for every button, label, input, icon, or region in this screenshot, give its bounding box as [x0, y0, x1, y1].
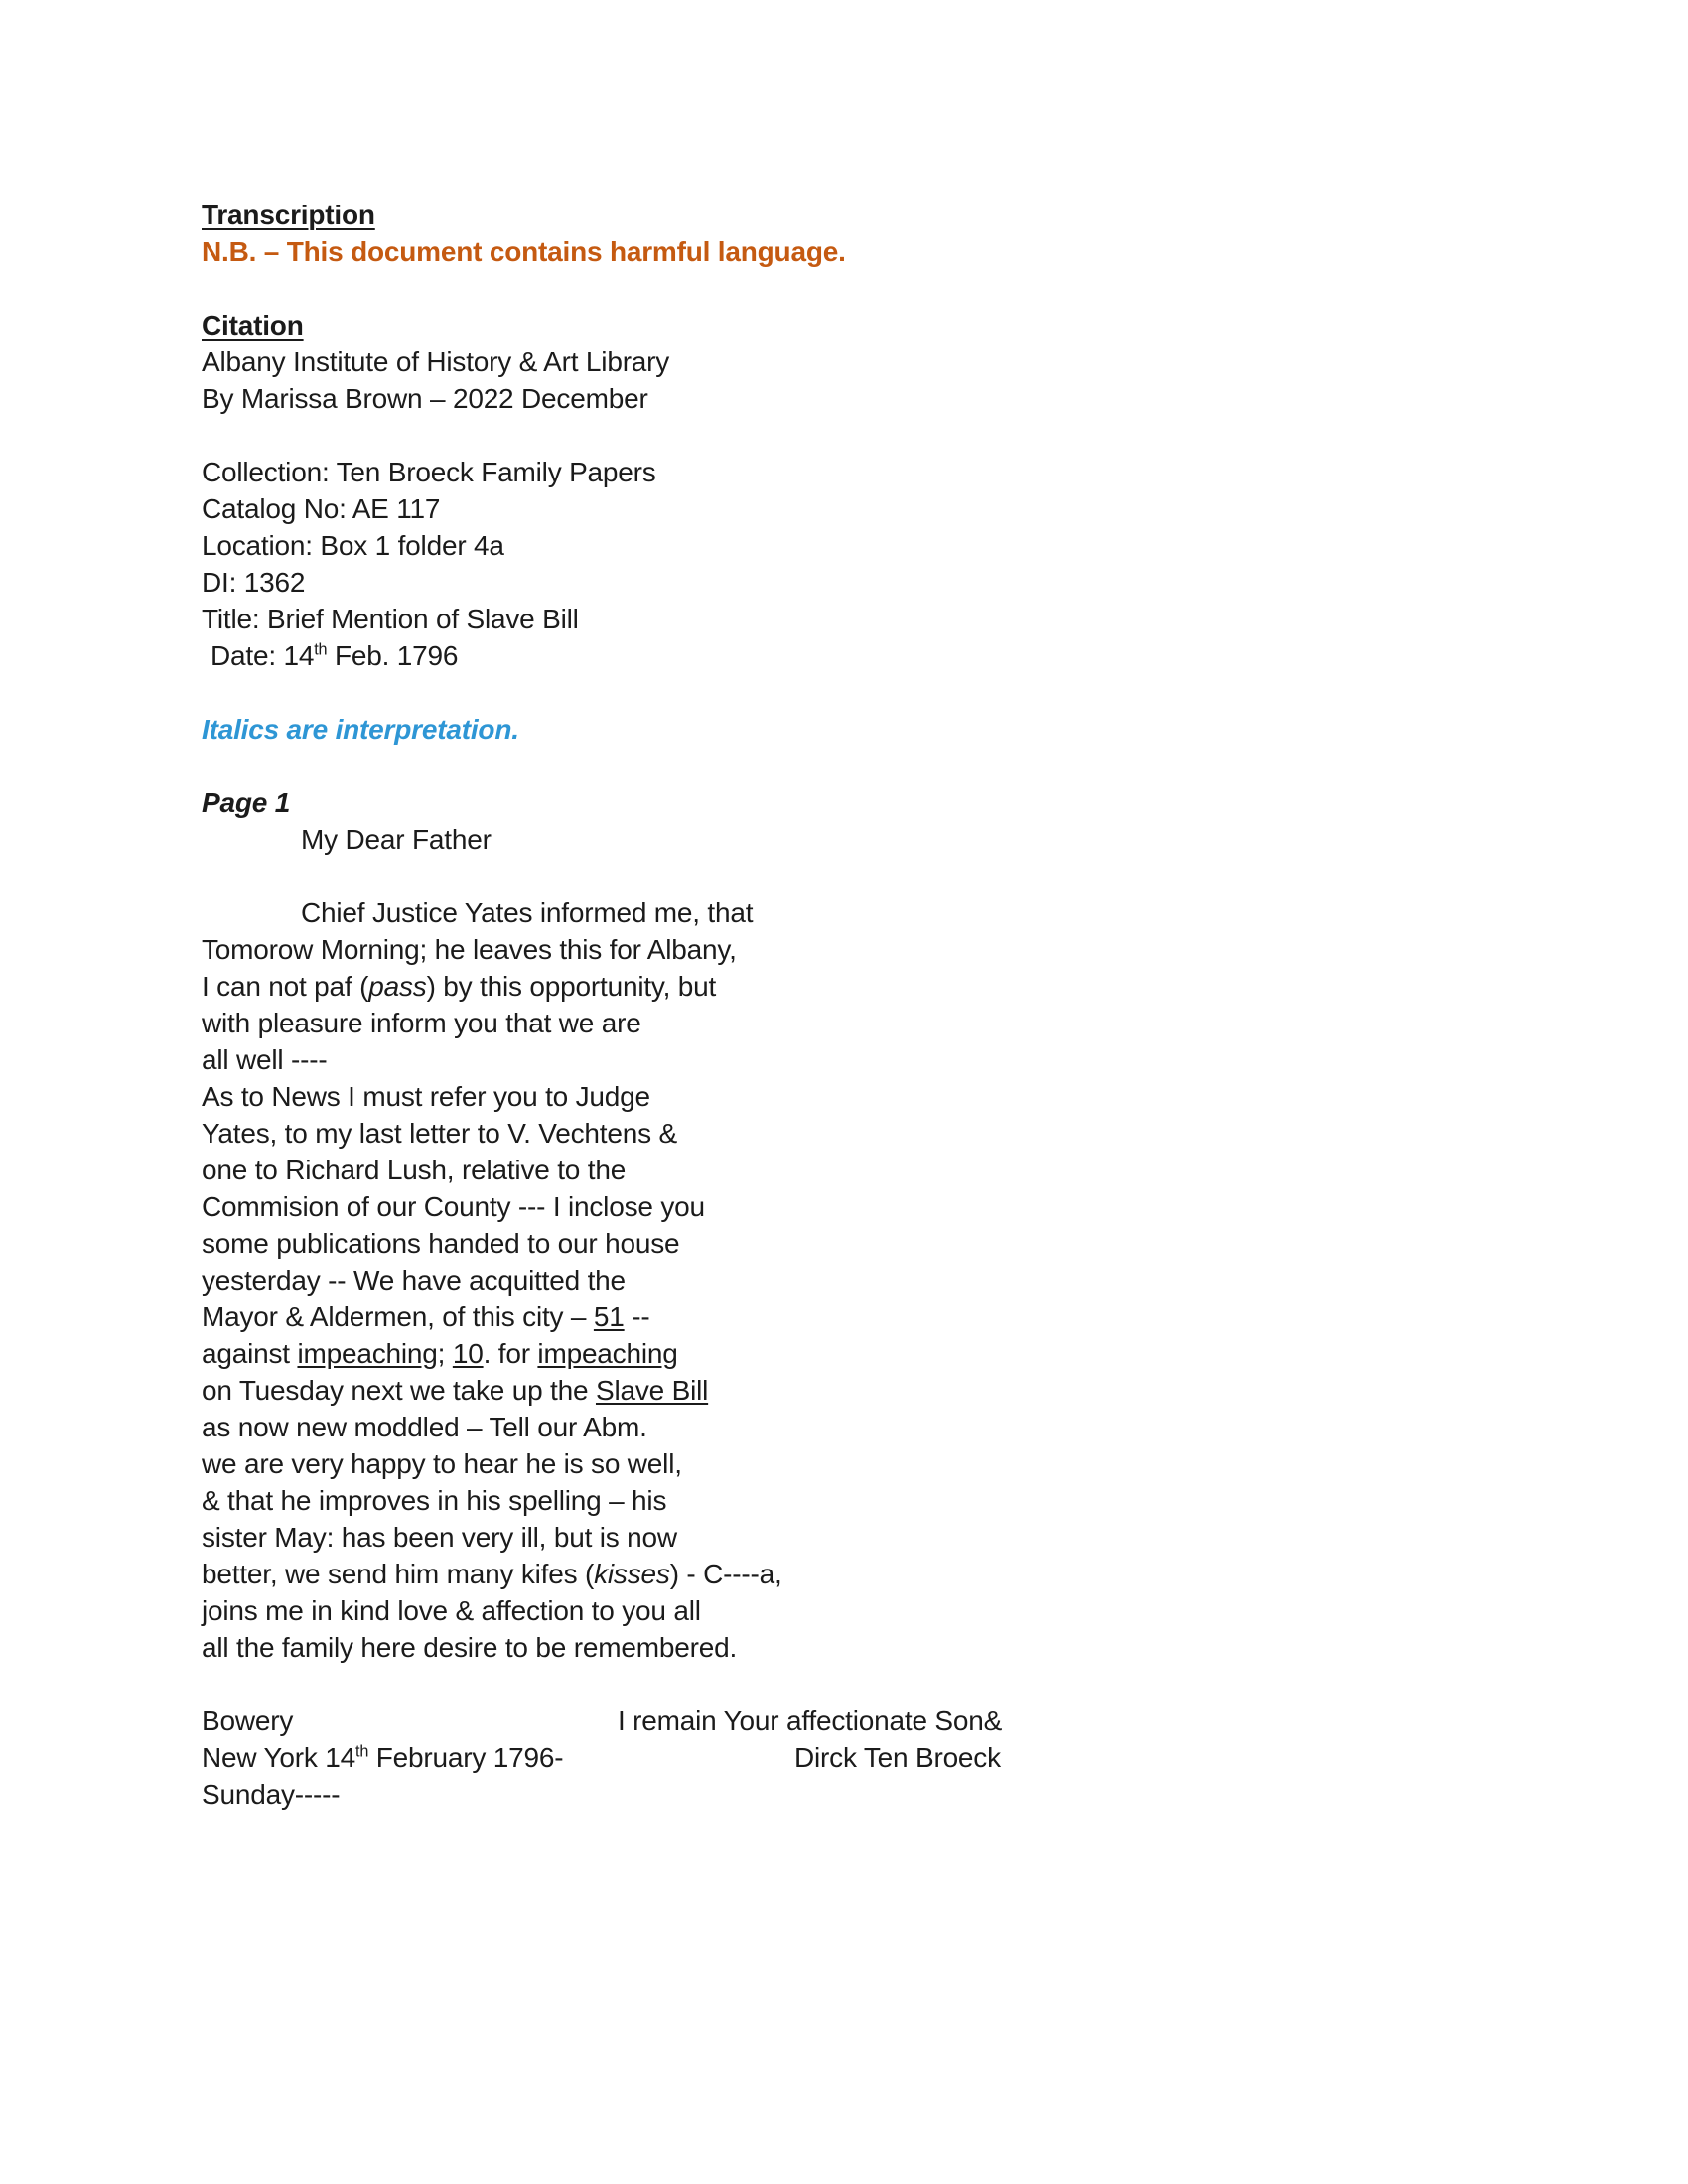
text-segment: Mayor & Aldermen, of this city –	[202, 1301, 594, 1332]
underlined-text: impeaching	[297, 1338, 438, 1369]
citation-heading: Citation	[202, 310, 304, 341]
interpretation-note: Italics are interpretation.	[202, 714, 519, 745]
underlined-text: impeaching	[537, 1338, 678, 1369]
text-segment: we are very happy to hear he is so well,	[202, 1448, 682, 1479]
transcription-heading: Transcription	[202, 200, 375, 230]
text-segment: with pleasure inform you that we are	[202, 1008, 641, 1038]
closing-left-text	[202, 1742, 563, 1773]
letter-line	[202, 1005, 1628, 1041]
blank-line	[202, 674, 1628, 711]
text-segment: Tomorow Morning; he leaves this for Albany,	[202, 934, 737, 965]
text-segment: February 1796-	[368, 1742, 564, 1773]
italic-interpretation: pass	[368, 971, 427, 1002]
text-segment: Yates, to my last letter to V. Vechtens &	[202, 1118, 677, 1149]
letter-closing	[202, 1703, 1628, 1813]
letter-line	[202, 1115, 1628, 1152]
text-segment: all well ----	[202, 1044, 328, 1075]
text-segment: Dirck Ten Broeck	[794, 1742, 1001, 1773]
text-segment: on Tuesday next we take up the	[202, 1375, 596, 1406]
text-segment: Commision of our County --- I inclose you	[202, 1191, 705, 1222]
letter-line	[202, 1188, 1628, 1225]
text-segment: New York 14	[202, 1742, 356, 1773]
text-segment: Sunday-----	[202, 1779, 341, 1810]
letter-line	[202, 1298, 1628, 1335]
blank-line	[202, 1666, 1628, 1703]
letter-line	[202, 1445, 1628, 1482]
text-segment: Chief Justice Yates informed me, that	[301, 897, 754, 928]
letter-line	[202, 968, 1628, 1005]
underlined-text: 51	[593, 1301, 625, 1332]
letter-line	[202, 1335, 1628, 1372]
letter-line	[202, 1409, 1628, 1445]
italic-interpretation: kisses	[594, 1559, 670, 1589]
blank-line	[202, 748, 1628, 784]
ordinal-suffix: th	[355, 1742, 369, 1761]
letter-line	[202, 1556, 1628, 1592]
text-segment: as now new moddled – Tell our Abm.	[202, 1412, 647, 1442]
text-segment: joins me in kind love & affection to you all	[202, 1595, 701, 1626]
letter-line	[202, 1225, 1628, 1262]
blank-line	[202, 270, 1628, 307]
letter-line	[202, 1152, 1628, 1188]
letter-body	[202, 894, 1628, 1666]
citation-detail-line: DI: 1362	[202, 567, 306, 598]
text-segment: ) by this opportunity, but	[426, 971, 717, 1002]
letter-line	[202, 894, 1628, 931]
text-segment: Bowery	[202, 1706, 294, 1736]
text-segment: As to News I must refer you to Judge	[202, 1081, 650, 1112]
salutation: My Dear Father	[301, 824, 492, 855]
ordinal-suffix: th	[314, 640, 328, 659]
underlined-text: Slave Bill	[595, 1375, 709, 1406]
blank-line	[202, 417, 1628, 454]
letter-line	[202, 1262, 1628, 1298]
underlined-text: 10	[452, 1338, 484, 1369]
closing-line	[202, 1776, 1628, 1813]
letter-line	[202, 1482, 1628, 1519]
closing-left-text	[202, 1706, 293, 1736]
closing-left-text	[202, 1779, 340, 1810]
citation-details	[202, 454, 1628, 637]
closing-line	[202, 1739, 1628, 1776]
text-segment: Feb. 1796	[327, 640, 459, 671]
letter-line	[202, 1519, 1628, 1556]
text-segment: ) - C----a,	[669, 1559, 782, 1589]
text-segment: against	[202, 1338, 298, 1369]
letter-line	[202, 1372, 1628, 1409]
closing-right-text	[618, 1703, 1002, 1739]
letter-line	[202, 1592, 1628, 1629]
text-segment: all the family here desire to be remembered.	[202, 1632, 738, 1663]
text-segment: one to Richard Lush, relative to the	[202, 1155, 627, 1185]
letter-line	[202, 1041, 1628, 1078]
citation-detail-line: Catalog No: AE 117	[202, 493, 441, 524]
text-segment: I remain Your affectionate Son&	[618, 1706, 1003, 1736]
letter-line	[202, 1078, 1628, 1115]
text-segment: I can not paf (	[202, 971, 369, 1002]
text-segment: better, we send him many kifes (	[202, 1559, 595, 1589]
blank-line	[202, 858, 1628, 894]
text-segment: sister May: has been very ill, but is now	[202, 1522, 677, 1553]
text-segment: & that he improves in his spelling – his	[202, 1485, 667, 1516]
text-segment: some publications handed to our house	[202, 1228, 680, 1259]
closing-line	[202, 1703, 1628, 1739]
citation-detail-line: Location: Box 1 folder 4a	[202, 530, 504, 561]
text-segment: yesterday -- We have acquitted the	[202, 1265, 626, 1296]
text-segment: Date: 14	[211, 640, 315, 671]
text-segment: . for	[483, 1338, 538, 1369]
text-segment: ;	[437, 1338, 453, 1369]
text-segment: --	[624, 1301, 650, 1332]
citation-library: Albany Institute of History & Art Library	[202, 346, 670, 377]
citation-credit: By Marissa Brown – 2022 December	[202, 383, 648, 414]
closing-right-text	[794, 1739, 1001, 1776]
citation-detail-line: Collection: Ten Broeck Family Papers	[202, 457, 656, 487]
letter-line	[202, 931, 1628, 968]
citation-detail-line: Title: Brief Mention of Slave Bill	[202, 604, 579, 634]
page-label: Page 1	[202, 787, 291, 818]
harmful-language-notice: N.B. – This document contains harmful language.	[202, 236, 846, 267]
citation-date	[202, 637, 1628, 674]
letter-line	[202, 1629, 1628, 1666]
